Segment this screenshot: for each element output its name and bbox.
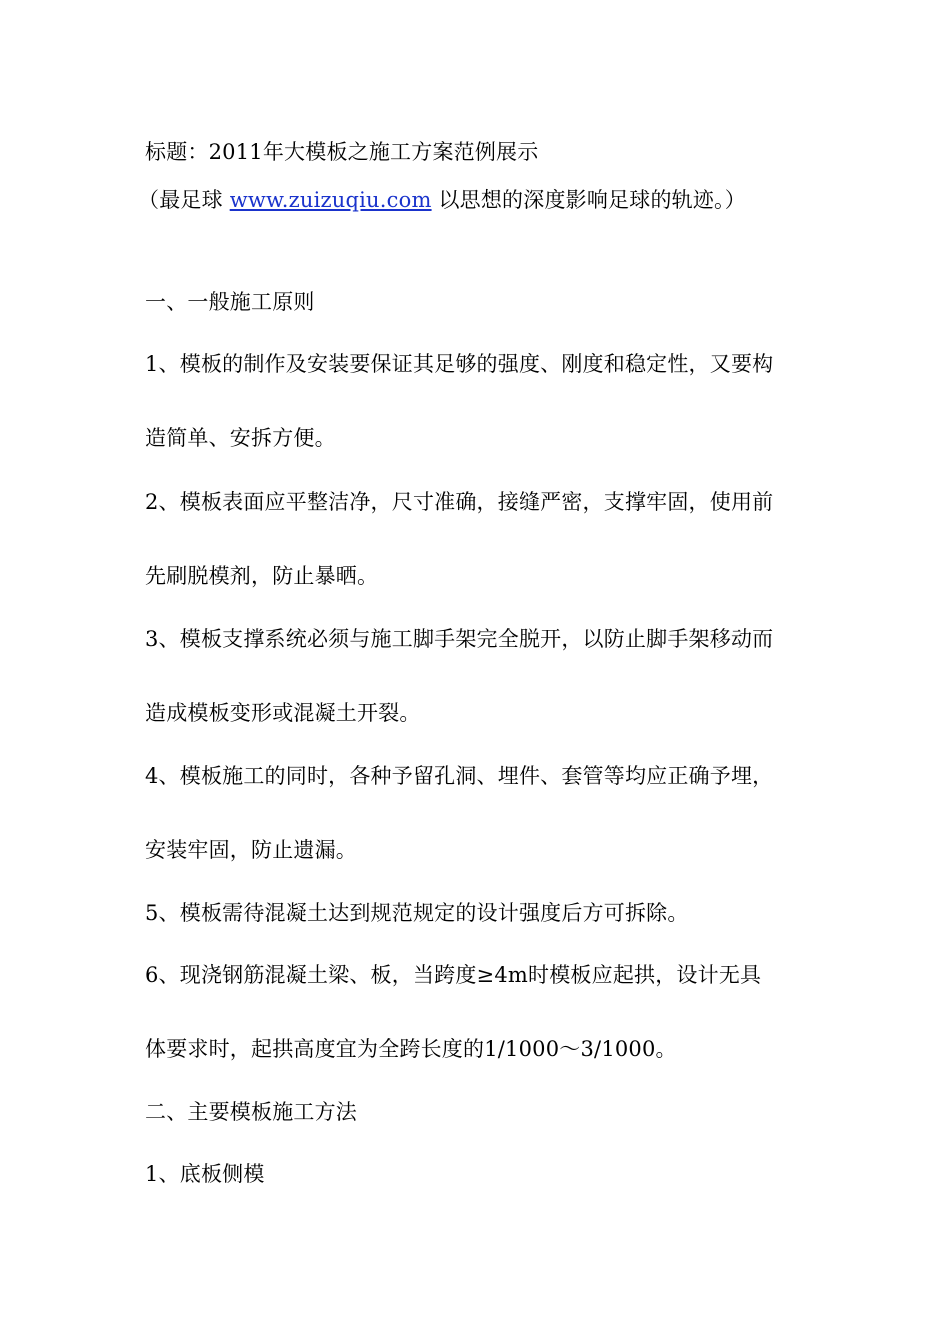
item-4-line-1: 4、模板施工的同时，各种予留孔洞、埋件、套管等均应正确予埋， (145, 764, 774, 788)
document-subtitle (138, 186, 746, 214)
item-4-line-2: 安装牢固，防止遗漏。 (145, 838, 357, 862)
subtitle-open: （最足球 (138, 188, 230, 212)
item-5-line-1: 5、模板需待混凝土达到规范规定的设计强度后方可拆除。 (145, 901, 689, 925)
item-6-line-2: 体要求时，起拱高度宜为全跨长度的1/1000～3/1000。 (145, 1037, 677, 1061)
item-3-line-2: 造成模板变形或混凝土开裂。 (145, 701, 421, 725)
section-heading-main-methods: 二、主要模板施工方法 (145, 1100, 357, 1124)
title-text: 2011年大模板之施工方案范例展示 (208, 140, 539, 164)
item-1-line-2: 造简单、安拆方便。 (145, 426, 336, 450)
section-heading-general-principles: 一、一般施工原则 (145, 290, 315, 314)
item-6-line-1: 6、现浇钢筋混凝土梁、板，当跨度≥4m时模板应起拱，设计无具 (145, 963, 762, 987)
item-3-line-1: 3、模板支撑系统必须与施工脚手架完全脱开，以防止脚手架移动而 (145, 627, 774, 651)
subsection-heading-bottom-side-form: 1、底板侧模 (145, 1162, 265, 1186)
website-link[interactable]: www.zuizuqiu.com (229, 188, 432, 212)
title-prefix: 标题： (145, 140, 209, 164)
item-2-line-2: 先刷脱模剂，防止暴晒。 (145, 564, 379, 588)
item-2-line-1: 2、模板表面应平整洁净，尺寸准确，接缝严密，支撑牢固，使用前 (145, 490, 774, 514)
document-title (145, 138, 538, 166)
item-1-line-1: 1、模板的制作及安装要保证其足够的强度、刚度和稳定性，又要构 (145, 352, 774, 376)
subtitle-close: 以思想的深度影响足球的轨迹。） (431, 188, 746, 212)
